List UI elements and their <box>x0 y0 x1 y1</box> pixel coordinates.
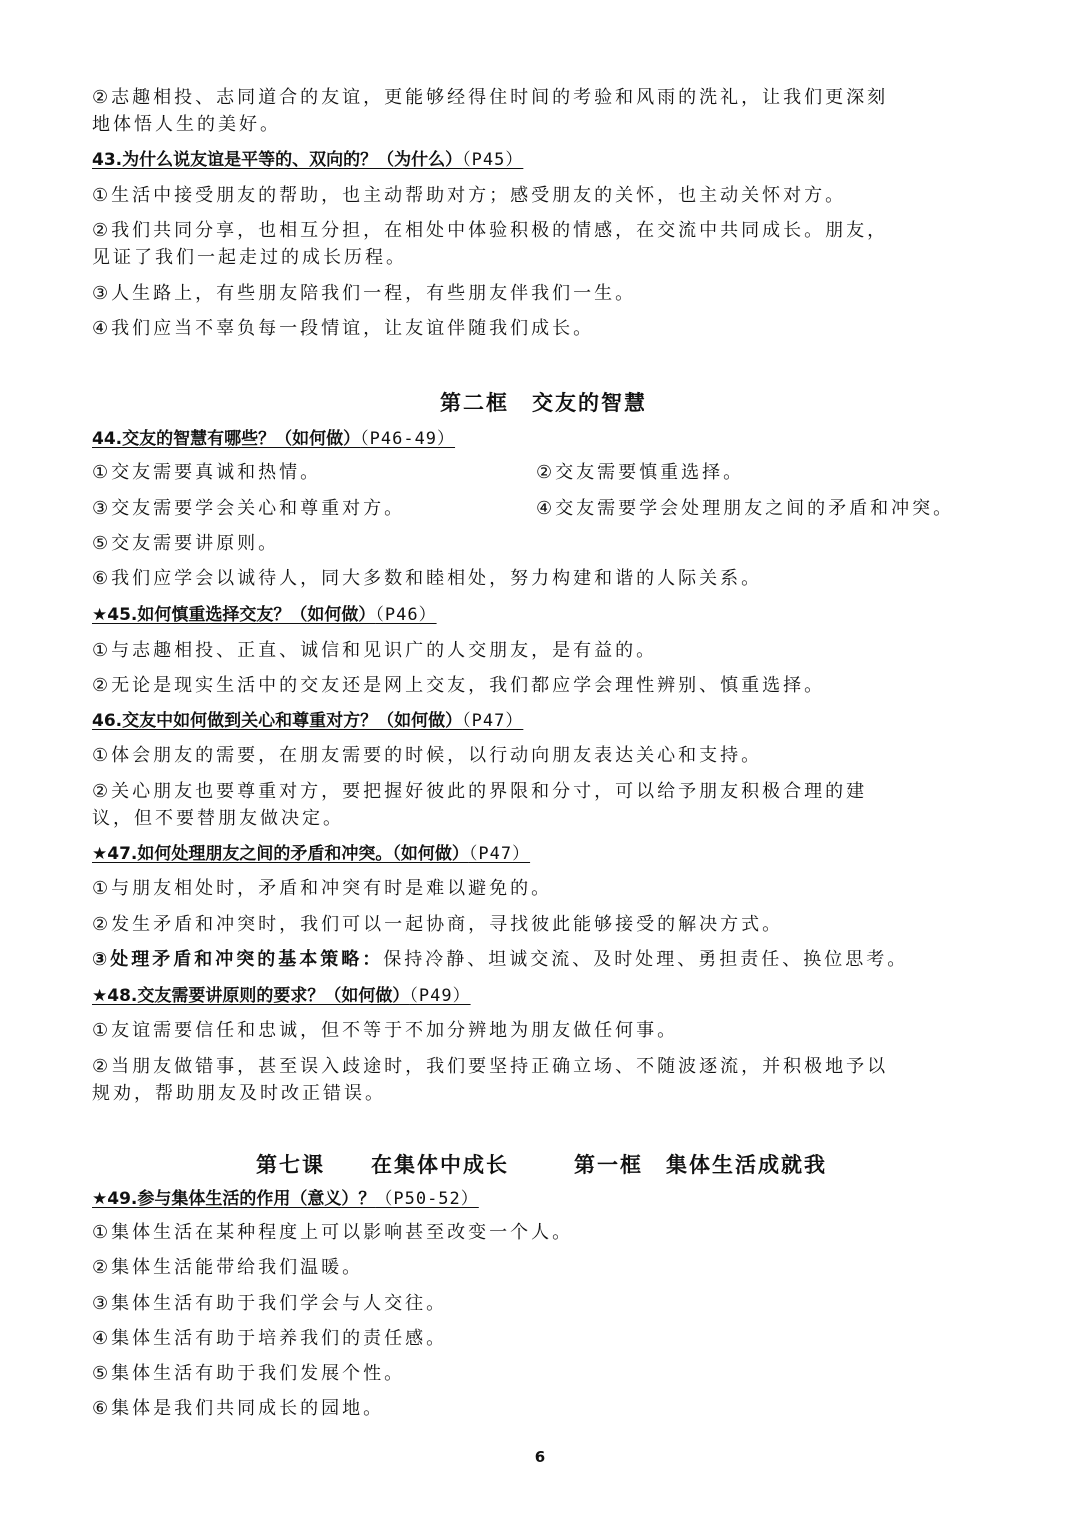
text-line <box>92 948 1002 972</box>
text-line: ④集体生活有助于培养我们的责任感。 <box>92 1328 448 1349</box>
question-46 <box>92 709 1002 733</box>
question-43 <box>92 148 1002 172</box>
bold-lead-text: ③处理矛盾和冲突的基本策略： <box>92 949 384 970</box>
question-title: ★48.交友需要讲原则的要求？（如何做） <box>92 986 410 1006</box>
page-reference: （P46） <box>375 605 437 625</box>
question-title: ★49.参与集体生活的作用（意义）？ <box>92 1189 376 1209</box>
page-reference: （P47） <box>462 711 524 731</box>
page-reference: （P50-52） <box>375 1189 479 1209</box>
text-line: ②交友需要慎重选择。 <box>536 462 745 483</box>
text-line: ③集体生活有助于我们学会与人交往。 <box>92 1293 448 1314</box>
text-line: 见证了我们一起走过的成长历程。 <box>92 247 407 268</box>
text-line: ④交友需要学会处理朋友之间的矛盾和冲突。 <box>536 498 955 519</box>
question-47 <box>92 842 1002 866</box>
text-line: 地体悟人生的美好。 <box>92 114 281 135</box>
section-heading: 第一框 集体生活成就我 <box>574 1153 827 1177</box>
text-span: 保持冷静、坦诚交流、及时处理、勇担责任、换位思考。 <box>383 949 909 970</box>
text-line: ①与朋友相处时，矛盾和冲突有时是难以避免的。 <box>92 878 553 899</box>
text-line: ①友谊需要信任和忠诚，但不等于不加分辨地为朋友做任何事。 <box>92 1020 679 1041</box>
text-line: ②关心朋友也要尊重对方，要把握好彼此的界限和分寸，可以给予朋友积极合理的建 <box>92 781 868 802</box>
question-49 <box>92 1187 1002 1211</box>
text-line: ②发生矛盾和冲突时，我们可以一起协商，寻找彼此能够接受的解决方式。 <box>92 914 784 935</box>
text-line: ⑤集体生活有助于我们发展个性。 <box>92 1363 406 1384</box>
page-reference: （P49） <box>409 986 471 1006</box>
text-line: 议，但不要替朋友做决定。 <box>92 808 344 829</box>
question-44 <box>92 427 1002 451</box>
text-line: ⑤交友需要讲原则。 <box>92 533 280 554</box>
text-line: ②当朋友做错事，甚至误入歧途时，我们要坚持正确立场、不随波逐流，并积极地予以 <box>92 1056 889 1077</box>
text-line: ⑥集体是我们共同成长的园地。 <box>92 1398 385 1419</box>
text-line: ①交友需要真诚和热情。 <box>92 462 322 483</box>
question-45 <box>92 603 1002 627</box>
text-line: ③人生路上，有些朋友陪我们一程，有些朋友伴我们一生。 <box>92 283 637 304</box>
page-reference: （P47） <box>468 844 531 864</box>
text-line: ⑥我们应学会以诚待人，同大多数和睦相处，努力构建和谐的人际关系。 <box>92 568 763 589</box>
lesson-heading: 第七课 在集体中成长 <box>256 1153 509 1177</box>
question-title: ★45.如何慎重选择交友？（如何做） <box>92 605 376 625</box>
page-reference: （P46-49） <box>360 429 456 449</box>
text-line: ①生活中接受朋友的帮助，也主动帮助对方；感受朋友的关怀，也主动关怀对方。 <box>92 185 847 206</box>
question-title: 44.交友的智慧有哪些？（如何做） <box>92 429 361 449</box>
text-line: ②我们共同分享，也相互分担，在相处中体验积极的情感，在交流中共同成长。朋友， <box>92 220 889 241</box>
text-line: ②集体生活能带给我们温暖。 <box>92 1257 364 1278</box>
text-line: ①与志趣相投、正直、诚信和见识广的人交朋友，是有益的。 <box>92 640 658 661</box>
text-line: ①集体生活在某种程度上可以影响甚至改变一个人。 <box>92 1222 574 1243</box>
question-title: ★47.如何处理朋友之间的矛盾和冲突。（如何做） <box>92 844 469 864</box>
question-title: 43.为什么说友谊是平等的、双向的？（为什么） <box>92 150 463 170</box>
page-reference: （P45） <box>462 150 524 170</box>
page-number: 6 <box>534 1448 546 1466</box>
text-line: ③交友需要学会关心和尊重对方。 <box>92 498 406 519</box>
text-line: ②无论是现实生活中的交友还是网上交友，我们都应学会理性辨别、慎重选择。 <box>92 675 826 696</box>
text-line: ①体会朋友的需要，在朋友需要的时候，以行动向朋友表达关心和支持。 <box>92 745 763 766</box>
section-heading: 第二框 交友的智慧 <box>440 391 647 415</box>
question-48 <box>92 984 1002 1008</box>
text-line: ②志趣相投、志同道合的友谊，更能够经得住时间的考验和风雨的洗礼，让我们更深刻 <box>92 87 889 108</box>
text-line: 规劝，帮助朋友及时改正错误。 <box>92 1083 386 1104</box>
question-title: 46.交友中如何做到关心和尊重对方？（如何做） <box>92 711 463 731</box>
text-line: ④我们应当不辜负每一段情谊，让友谊伴随我们成长。 <box>92 318 595 339</box>
